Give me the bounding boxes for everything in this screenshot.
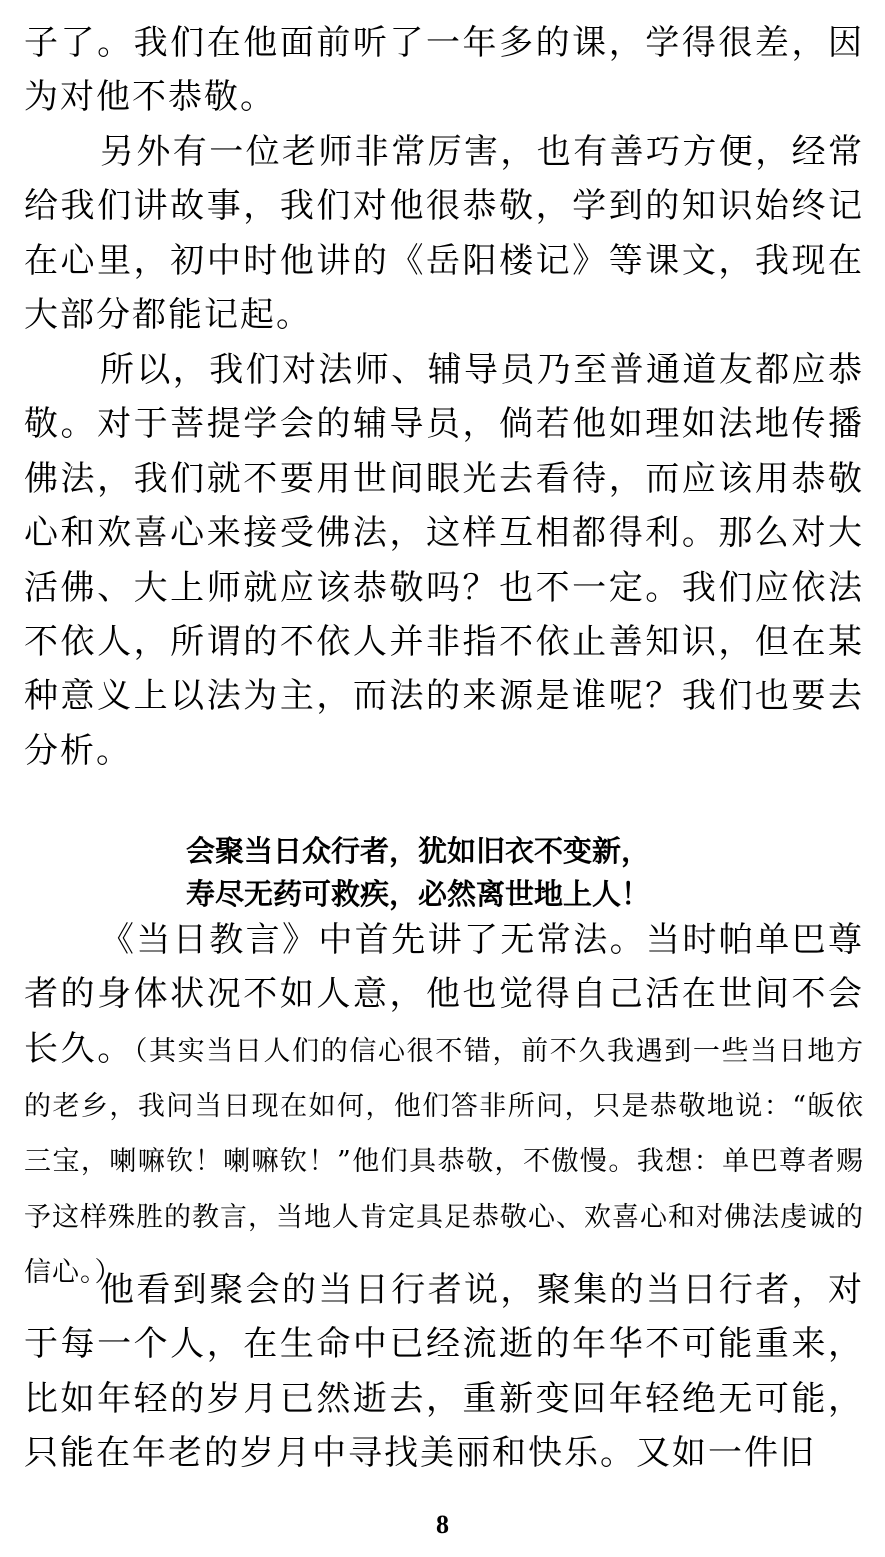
paragraph-respect: 所以，我们对法师、辅导员乃至普通道友都应恭敬。对于菩提学会的辅导员，倘若他如理如法地传播佛法，我们就不要用世间眼光去看待，而应该用恭敬心和欢喜心来接受佛法，这样互相都得利。那么对大活佛、大上师就应该恭敬吗？也不一定。我们应依法不依人，所谓的不依人并非指不依止善知识，但在某种意义上以法为主，而法的来源是谁呢？我们也要去分析。 xyxy=(24,350,864,771)
page-number: 8 xyxy=(436,1510,449,1539)
paragraph-gathering: 他看到聚会的当日行者说，聚集的当日行者，对于每一个人，在生命中已经流逝的年华不可能重来，比如年轻的岁月已然逝去，重新变回年轻绝无可能，只能在年老的岁月中寻找美丽和快乐。又如一件旧 xyxy=(24,1270,864,1474)
verse-block xyxy=(186,830,786,916)
parenthetical-note: （其实当日人们的信心很不错，前不久我遇到一些当日地方的老乡，我问当日现在如何，他们答非所问，只是恭敬地说：“皈依三宝，喇嘛钦！喇嘛钦！”他们具恭敬，不傲慢。我想：单巴尊者赐予这样殊胜的教言，当地人肯定具足恭敬心、欢喜心和对佛法虔诚的信心。） xyxy=(24,1035,864,1288)
verse-line-1: 会聚当日众行者，犹如旧衣不变新， xyxy=(186,834,651,868)
verse-line-2: 寿尽无药可救疾，必然离世地上人！ xyxy=(186,877,651,911)
paragraph-impermanence xyxy=(24,913,864,1298)
paragraph-impermanence-text: 《当日教言》中首先讲了无常法。当时帕单巴尊者的身体状况不如人意，他也觉得自己活在世间不会长久。 xyxy=(24,920,864,1069)
paragraph-teacher: 另外有一位老师非常厉害，也有善巧方便，经常给我们讲故事，我们对他很恭敬，学到的知识始终记在心里，初中时他讲的《岳阳楼记》等课文，我现在大部分都能记起。 xyxy=(24,132,864,336)
paragraph-continuation: 子了。我们在他面前听了一年多的课，学得很差，因为对他不恭敬。 xyxy=(24,23,864,118)
